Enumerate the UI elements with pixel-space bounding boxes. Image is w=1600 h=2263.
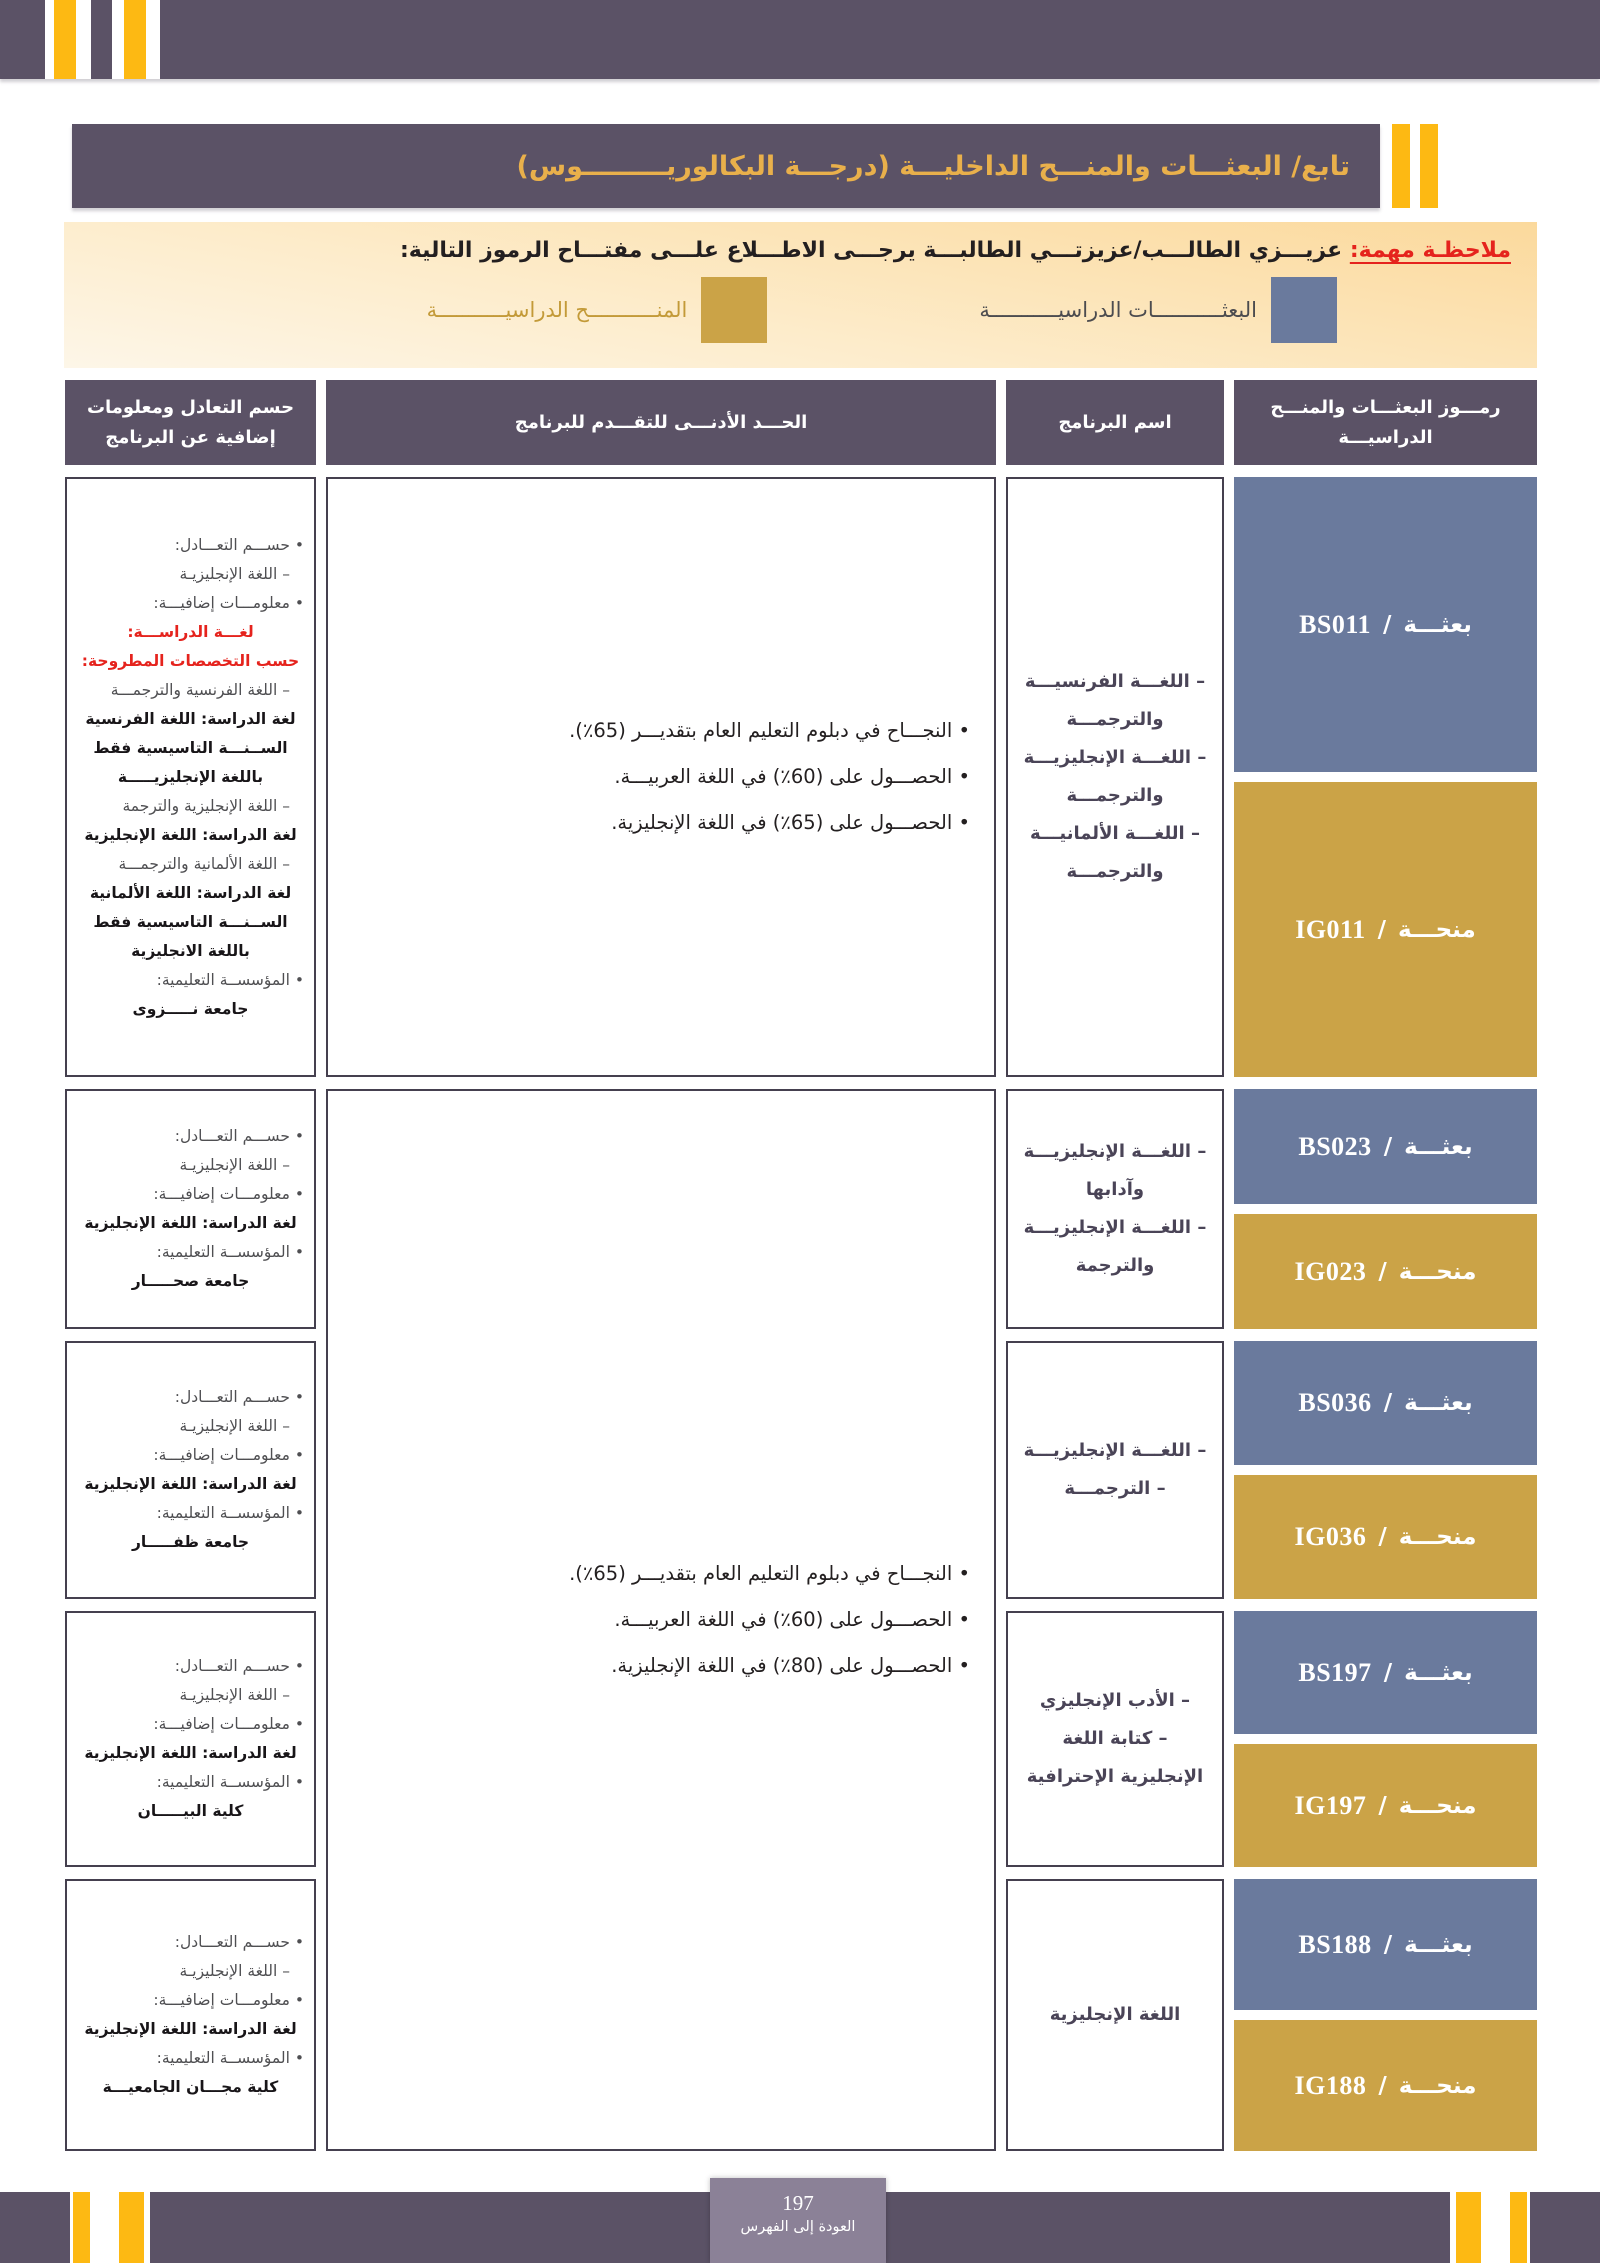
program-name-cell xyxy=(1006,1341,1224,1599)
info-line: • حســـم التعـــادل: xyxy=(174,535,304,554)
info-line: • المؤسســة التعليمية: xyxy=(156,2049,304,2067)
info-line: لغة الدراسة: اللغة الإنجليزية xyxy=(84,1214,297,1232)
info-line: • معلومـــات إضافيـــة: xyxy=(153,1185,304,1203)
info-line: • حســـم التعـــادل: xyxy=(174,1657,304,1675)
scholarship-color-swatch xyxy=(1271,277,1337,343)
info-line: لغة الدراسة: اللغة الألمانية xyxy=(89,883,292,902)
program-item: – الترجمـــة xyxy=(1064,1478,1166,1499)
requirement-item: • النجـــاح في دبلوم التعليم العام بتقديـــر (65٪). xyxy=(569,719,970,742)
program-item: – اللغـــة الإنجليزيـــة xyxy=(1023,1440,1207,1461)
info-line: • معلومـــات إضافيـــة: xyxy=(153,1715,304,1733)
band-segment xyxy=(112,0,124,79)
scholarship-label: بعثـــة xyxy=(1404,1390,1473,1416)
info-line: – اللغة الإنجليزية والترجمة xyxy=(122,796,290,815)
info-line: • حســـم التعـــادل: xyxy=(174,1127,304,1145)
info-line: – اللغة الإنجليزيـة xyxy=(179,564,290,583)
footer-tab xyxy=(710,2178,886,2263)
note-panel xyxy=(64,222,1537,368)
scholarship-code: BS188 xyxy=(1298,1929,1372,1959)
grant-label: منحـــة xyxy=(1398,1258,1477,1285)
codes-cell xyxy=(1234,1341,1537,1599)
grant-code-cell xyxy=(1234,782,1537,1077)
info-line: جامعة نـــــزوى xyxy=(132,999,249,1018)
scholarship-code: BS023 xyxy=(1298,1131,1372,1161)
scholarship-code-cell xyxy=(1234,477,1537,772)
band-segment xyxy=(76,0,91,79)
page-title-bar xyxy=(72,124,1380,208)
info-line: لغة الدراسة: اللغة الإنجليزية xyxy=(84,1475,297,1493)
codes-cell xyxy=(1234,1089,1537,1329)
scholarship-code: BS011 xyxy=(1299,609,1371,639)
info-line: لغة الدراسة: اللغة الإنجليزية xyxy=(84,1744,297,1762)
info-line: جامعة صحـــــار xyxy=(131,1272,250,1290)
program-name-cell xyxy=(1006,1879,1224,2151)
program-name-cell xyxy=(1006,1089,1224,1329)
code-separator: / xyxy=(1378,2072,1387,2099)
code-separator: / xyxy=(1377,916,1387,943)
grant-color-swatch xyxy=(701,277,767,343)
grant-code: IG197 xyxy=(1294,1790,1367,1820)
info-line: الســنـــة التاسيسية فقط xyxy=(93,738,288,757)
scholarship-code-cell xyxy=(1234,1089,1537,1204)
band-segment xyxy=(0,2192,70,2263)
info-line: • المؤسســة التعليمية: xyxy=(156,970,304,989)
info-line: • معلومـــات إضافيـــة: xyxy=(153,1991,304,2009)
legend-item-scholarships xyxy=(979,277,1337,343)
accent-stripe xyxy=(119,2192,144,2263)
info-line: – اللغة الإنجليزيـة xyxy=(179,1686,290,1704)
requirement-item: • النجـــاح في دبلوم التعليم العام بتقديـــر (65٪). xyxy=(569,1562,970,1585)
program-item: اللغة الإنجليزية xyxy=(1049,2004,1181,2025)
grant-code: IG188 xyxy=(1294,2070,1367,2100)
info-line: جامعة ظفـــــار xyxy=(131,1533,250,1551)
scholarship-label: بعثـــة xyxy=(1404,1133,1473,1160)
column-header-info: حسم التعادل ومعلومات إضافية عن البرنامج xyxy=(65,380,316,465)
info-line: باللغة الإنجليزيـــــة xyxy=(117,767,264,786)
program-item: – اللغـــة الألمانيـــة والترجمـــة xyxy=(1030,823,1200,882)
code-separator: / xyxy=(1378,1524,1387,1550)
page-title: تابع/ البعثـــات والمنـــح الداخليـــة (درجـــة البكالوريـــــــــوس) xyxy=(516,150,1350,182)
codes-cell xyxy=(1234,1879,1537,2151)
code-separator: / xyxy=(1383,1659,1393,1686)
code-separator: / xyxy=(1382,611,1392,638)
info-line: حسب التخصصات المطروحة: xyxy=(81,651,300,670)
info-line: – اللغة الإنجليزيـة xyxy=(179,1156,290,1174)
code-separator: / xyxy=(1378,1792,1387,1819)
info-line: – اللغة الإنجليزيـة xyxy=(179,1417,290,1435)
grant-label: منحـــة xyxy=(1398,1524,1477,1550)
band-segment xyxy=(45,0,54,79)
info-line: • المؤسســة التعليمية: xyxy=(156,1773,304,1791)
band-segment xyxy=(91,0,112,79)
program-item: – كتابة اللغة الإنجليزية الإحترافية xyxy=(1026,1728,1204,1787)
grant-code: IG011 xyxy=(1295,914,1366,944)
scholarships-table xyxy=(65,380,1537,2151)
info-line: • معلومـــات إضافيـــة: xyxy=(153,593,304,612)
column-header-program: اسم البرنامج xyxy=(1006,380,1224,465)
note-label: ملاحظـة مهمة: xyxy=(1349,238,1511,263)
legend xyxy=(64,277,1537,343)
top-decorative-band xyxy=(0,0,1600,79)
requirement-item: • الحصـــول على (80٪) في اللغة الإنجليزية. xyxy=(611,1654,970,1677)
band-segment xyxy=(90,2192,119,2263)
band-segment xyxy=(0,0,45,79)
grant-code: IG023 xyxy=(1294,1256,1367,1286)
program-name-cell xyxy=(1006,1611,1224,1867)
info-line: • المؤسســة التعليمية: xyxy=(156,1243,304,1261)
note-line xyxy=(64,222,1537,263)
equivalency-info-cell xyxy=(65,1879,316,2151)
info-line: – اللغة الإنجليزيـة xyxy=(179,1962,290,1980)
legend-label-grants: المنـــــــــــح الدراسيـــــــــــة xyxy=(426,298,688,322)
info-line: باللغة الانجليزية xyxy=(131,941,250,960)
accent-stripe xyxy=(1456,2192,1481,2263)
equivalency-info-cell xyxy=(65,477,316,1077)
info-line: • معلومـــات إضافيـــة: xyxy=(153,1446,304,1464)
page-number: 197 xyxy=(782,2191,814,2215)
code-separator: / xyxy=(1383,1931,1393,1958)
program-item: – الأدب الإنجليزي xyxy=(1039,1690,1191,1711)
code-separator: / xyxy=(1383,1390,1393,1416)
grant-label: منحـــة xyxy=(1398,916,1476,943)
scholarship-label: بعثـــة xyxy=(1404,1931,1473,1958)
accent-stripe xyxy=(1510,2192,1527,2263)
scholarship-code-cell xyxy=(1234,1611,1537,1734)
accent-stripe xyxy=(124,0,146,79)
accent-stripe xyxy=(73,2192,90,2263)
grant-code-cell xyxy=(1234,1475,1537,1599)
accent-stripe xyxy=(1420,124,1438,208)
grant-code-cell xyxy=(1234,1214,1537,1329)
grant-code-cell xyxy=(1234,2020,1537,2151)
scholarship-label: بعثـــة xyxy=(1403,611,1472,638)
code-separator: / xyxy=(1378,1258,1387,1285)
program-item: – اللغـــة الفرنسيـــة والترجمـــة xyxy=(1024,671,1206,730)
info-line: لغة الدراسة: اللغة الإنجليزية xyxy=(84,825,297,844)
program-item: – اللغـــة الإنجليزيـــة وآدابها xyxy=(1023,1141,1207,1200)
band-segment xyxy=(146,0,160,79)
requirements-cell-merged xyxy=(326,1089,996,2151)
info-line: لغة الدراسة: اللغة الإنجليزية xyxy=(84,2020,297,2038)
requirement-item: • الحصـــول على (65٪) في اللغة الإنجليزية. xyxy=(611,811,970,834)
column-header-minimum: الحـــد الأدنـــى للتقـــدم للبرنامج xyxy=(326,380,996,465)
codes-cell xyxy=(1234,1611,1537,1867)
scholarship-code: BS036 xyxy=(1298,1388,1372,1417)
info-line: • حســـم التعـــادل: xyxy=(174,1933,304,1951)
equivalency-info-cell xyxy=(65,1341,316,1599)
grant-code-cell xyxy=(1234,1744,1537,1867)
info-line: • حســـم التعـــادل: xyxy=(174,1388,304,1406)
code-separator: / xyxy=(1383,1133,1393,1160)
scholarship-code: BS197 xyxy=(1298,1657,1372,1687)
band-segment xyxy=(1481,2192,1510,2263)
requirement-item: • الحصـــول على (60٪) في اللغة العربيـــة. xyxy=(614,1608,970,1631)
legend-item-grants xyxy=(427,277,768,343)
info-line: الســنـــة التاسيسية فقط xyxy=(93,912,288,931)
info-line: كلية البيـــــان xyxy=(137,1802,244,1820)
requirements-cell xyxy=(326,477,996,1077)
info-line: • المؤسســة التعليمية: xyxy=(156,1504,304,1522)
band-segment xyxy=(160,0,1600,79)
equivalency-info-cell xyxy=(65,1089,316,1329)
codes-cell xyxy=(1234,477,1537,1077)
requirement-item: • الحصـــول على (60٪) في اللغة العربيـــة. xyxy=(614,765,970,788)
scholarship-label: بعثـــة xyxy=(1404,1659,1473,1686)
info-line: – اللغة الفرنسية والترجمـــة xyxy=(110,680,290,699)
program-name-cell xyxy=(1006,477,1224,1077)
note-text: عزيـــزي الطالـــب/عزيزتـــي الطالبـــة يرجـــى الاطـــلاع علـــى مفتـــاح الرموز التالية: xyxy=(400,238,1343,263)
info-line: كلية مجـــان الجامعيـــة xyxy=(102,2078,279,2096)
band-segment xyxy=(1530,2192,1600,2263)
info-line: – اللغة الألمانية والترجمـــة xyxy=(118,854,290,873)
program-item: – اللغـــة الإنجليزيـــة والترجمـــة xyxy=(1023,747,1207,806)
grant-code: IG036 xyxy=(1294,1522,1367,1551)
scholarship-code-cell xyxy=(1234,1341,1537,1465)
info-line: لغـــة الدراســـة: xyxy=(127,622,254,641)
accent-stripe xyxy=(1392,124,1410,208)
equivalency-info-cell xyxy=(65,1611,316,1867)
legend-label-scholarships: البعثـــــــــــات الدراسيـــــــــــة xyxy=(979,298,1257,322)
grant-label: منحـــة xyxy=(1398,2072,1477,2099)
back-to-index-link[interactable]: العودة إلى الفهرس xyxy=(740,2219,856,2235)
column-header-codes: رمـــوز البعثـــات والمنـــح الدراسيـــة xyxy=(1234,380,1537,465)
info-line: لغة الدراسة: اللغة الفرنسية xyxy=(85,709,296,728)
accent-stripe xyxy=(54,0,76,79)
scholarship-code-cell xyxy=(1234,1879,1537,2010)
grant-label: منحـــة xyxy=(1398,1792,1477,1819)
program-item: – اللغـــة الإنجليزيـــة والترجمة xyxy=(1023,1217,1207,1276)
